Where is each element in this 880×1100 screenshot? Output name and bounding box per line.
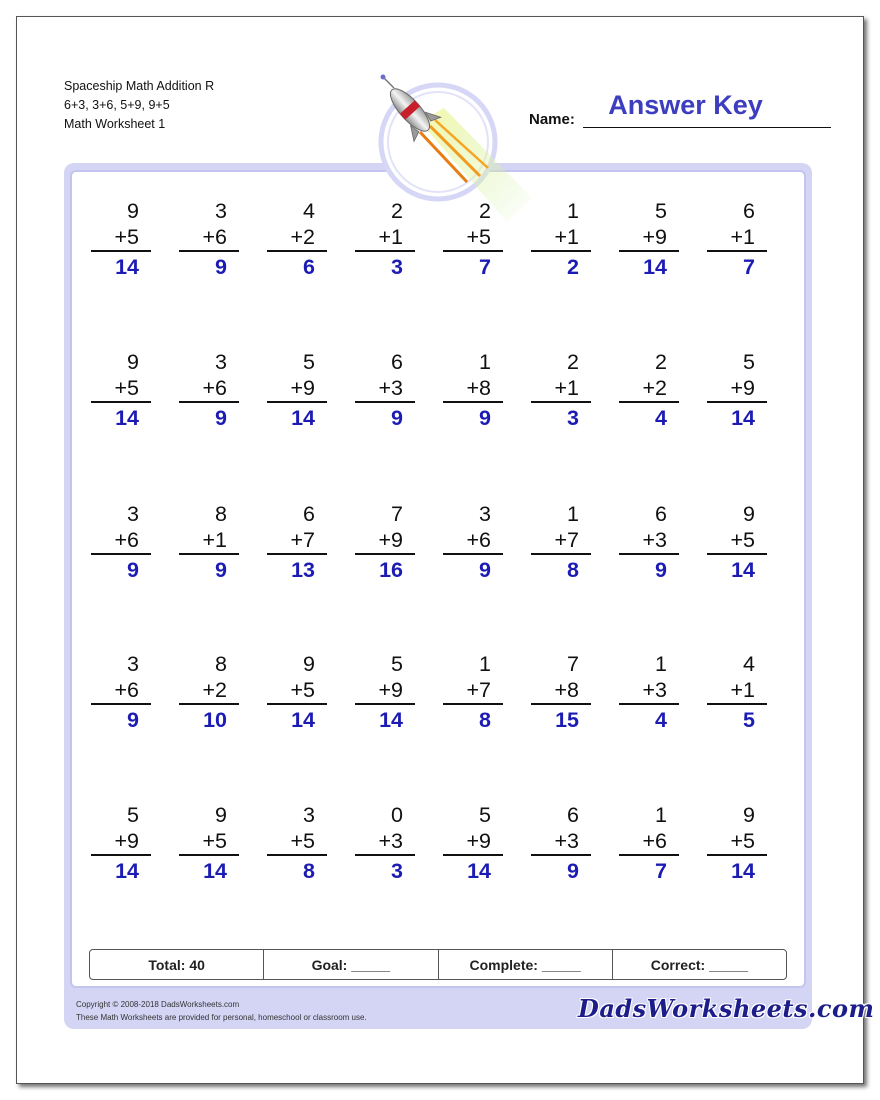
answer-value: 9 <box>391 406 403 430</box>
addend-bottom: +1 <box>531 224 591 252</box>
addend-top: 5 <box>655 199 667 223</box>
problem-item <box>443 198 503 283</box>
addend-top: 2 <box>655 350 667 374</box>
addend-bottom: +1 <box>179 527 239 555</box>
problem-item <box>267 802 327 887</box>
answer-value: 9 <box>655 558 667 582</box>
problem-item <box>619 802 679 887</box>
answer-value: 3 <box>391 255 403 279</box>
complete-cell: Complete: _____ <box>439 950 613 979</box>
problem-item <box>355 349 415 434</box>
problem-item <box>707 501 767 586</box>
problem-item <box>531 501 591 586</box>
answer-value: 7 <box>743 255 755 279</box>
addend-bottom: +5 <box>443 224 503 252</box>
goal-cell: Goal: _____ <box>264 950 438 979</box>
addend-top: 7 <box>391 502 403 526</box>
problem-item <box>619 198 679 283</box>
addend-bottom: +7 <box>267 527 327 555</box>
addend-top: 3 <box>215 350 227 374</box>
addend-top: 5 <box>743 350 755 374</box>
addend-bottom: +5 <box>267 828 327 856</box>
addend-top: 9 <box>743 502 755 526</box>
answer-value: 14 <box>467 859 491 883</box>
answer-value: 14 <box>731 859 755 883</box>
answer-value: 14 <box>731 558 755 582</box>
addend-bottom: +5 <box>91 224 151 252</box>
problem-item <box>531 651 591 736</box>
answer-value: 4 <box>655 708 667 732</box>
addend-bottom: +6 <box>91 677 151 705</box>
addend-top: 9 <box>303 652 315 676</box>
answer-value: 8 <box>479 708 491 732</box>
addend-top: 6 <box>303 502 315 526</box>
worksheet-title: Spaceship Math Addition R <box>64 79 215 93</box>
addend-bottom: +6 <box>619 828 679 856</box>
addend-top: 3 <box>303 803 315 827</box>
addend-bottom: +6 <box>179 375 239 403</box>
addend-top: 6 <box>743 199 755 223</box>
answer-value: 3 <box>567 406 579 430</box>
problem-item <box>531 802 591 887</box>
addend-bottom: +3 <box>355 375 415 403</box>
answer-value: 13 <box>291 558 315 582</box>
problem-item <box>267 651 327 736</box>
answer-value: 9 <box>215 558 227 582</box>
addend-bottom: +1 <box>531 375 591 403</box>
problem-item <box>707 349 767 434</box>
addend-top: 2 <box>391 199 403 223</box>
addend-bottom: +6 <box>91 527 151 555</box>
answer-value: 14 <box>115 406 139 430</box>
addend-top: 6 <box>567 803 579 827</box>
problem-item <box>91 501 151 586</box>
name-label: Name: <box>529 111 575 128</box>
problem-item <box>707 198 767 283</box>
addend-top: 7 <box>567 652 579 676</box>
addend-top: 3 <box>479 502 491 526</box>
addend-bottom: +5 <box>179 828 239 856</box>
addend-top: 4 <box>743 652 755 676</box>
addend-top: 2 <box>479 199 491 223</box>
answer-key-label: Answer Key <box>608 90 763 120</box>
problem-item <box>443 501 503 586</box>
addend-bottom: +5 <box>707 828 767 856</box>
worksheet-facts: 6+3, 3+6, 5+9, 9+5 <box>64 98 170 112</box>
answer-value: 9 <box>479 406 491 430</box>
problem-item <box>707 651 767 736</box>
worksheet-header <box>64 77 214 134</box>
addend-bottom: +1 <box>355 224 415 252</box>
problem-item <box>179 501 239 586</box>
answer-value: 9 <box>479 558 491 582</box>
problem-item <box>619 349 679 434</box>
addend-top: 1 <box>479 350 491 374</box>
addend-top: 3 <box>215 199 227 223</box>
footer-copyright <box>76 998 367 1024</box>
problem-item <box>267 501 327 586</box>
addend-top: 4 <box>303 199 315 223</box>
addend-top: 5 <box>127 803 139 827</box>
answer-value: 14 <box>643 255 667 279</box>
copyright-text: Copyright © 2008-2018 DadsWorksheets.com <box>76 1000 240 1009</box>
addend-top: 1 <box>567 199 579 223</box>
answer-value: 9 <box>215 255 227 279</box>
addend-bottom: +5 <box>91 375 151 403</box>
answer-value: 9 <box>127 708 139 732</box>
usage-note: These Math Worksheets are provided for personal, homeschool or classroom use. <box>76 1013 367 1022</box>
answer-value: 14 <box>115 859 139 883</box>
addend-top: 3 <box>127 502 139 526</box>
addend-top: 6 <box>655 502 667 526</box>
dadsworksheets-logo: DadsWorksheets.com <box>578 994 875 1023</box>
answer-value: 15 <box>555 708 579 732</box>
answer-value: 6 <box>303 255 315 279</box>
addend-top: 1 <box>479 652 491 676</box>
answer-value: 5 <box>743 708 755 732</box>
problem-item <box>707 802 767 887</box>
addend-bottom: +5 <box>267 677 327 705</box>
answer-value: 14 <box>203 859 227 883</box>
addend-top: 9 <box>743 803 755 827</box>
addend-top: 0 <box>391 803 403 827</box>
addend-top: 6 <box>391 350 403 374</box>
problem-item <box>443 651 503 736</box>
problem-item <box>91 349 151 434</box>
addend-bottom: +3 <box>619 677 679 705</box>
addend-bottom: +9 <box>267 375 327 403</box>
addend-bottom: +2 <box>179 677 239 705</box>
addend-top: 1 <box>655 803 667 827</box>
addend-bottom: +7 <box>443 677 503 705</box>
score-bar <box>89 949 787 980</box>
problem-item <box>179 349 239 434</box>
addend-bottom: +8 <box>531 677 591 705</box>
answer-value: 10 <box>203 708 227 732</box>
worksheet-subtitle: Math Worksheet 1 <box>64 117 166 131</box>
problem-item <box>355 198 415 283</box>
answer-value: 14 <box>291 708 315 732</box>
addend-top: 9 <box>127 199 139 223</box>
answer-value: 16 <box>379 558 403 582</box>
addend-top: 2 <box>567 350 579 374</box>
answer-value: 3 <box>391 859 403 883</box>
addend-bottom: +2 <box>267 224 327 252</box>
addend-bottom: +7 <box>531 527 591 555</box>
addend-bottom: +5 <box>707 527 767 555</box>
addend-bottom: +6 <box>179 224 239 252</box>
answer-value: 4 <box>655 406 667 430</box>
answer-value: 9 <box>215 406 227 430</box>
problem-item <box>267 349 327 434</box>
addend-top: 1 <box>655 652 667 676</box>
addend-bottom: +9 <box>619 224 679 252</box>
problem-item <box>619 651 679 736</box>
problem-item <box>531 349 591 434</box>
addend-top: 9 <box>127 350 139 374</box>
name-line <box>583 127 831 128</box>
addend-bottom: +9 <box>443 828 503 856</box>
addend-bottom: +9 <box>355 527 415 555</box>
addend-top: 9 <box>215 803 227 827</box>
answer-value: 8 <box>303 859 315 883</box>
total-cell: Total: 40 <box>90 950 264 979</box>
answer-value: 14 <box>731 406 755 430</box>
problem-item <box>355 802 415 887</box>
answer-value: 14 <box>291 406 315 430</box>
addend-top: 5 <box>391 652 403 676</box>
addend-bottom: +3 <box>355 828 415 856</box>
problem-item <box>619 501 679 586</box>
addend-bottom: +9 <box>707 375 767 403</box>
problem-item <box>179 651 239 736</box>
addend-bottom: +9 <box>355 677 415 705</box>
addend-bottom: +1 <box>707 677 767 705</box>
addend-bottom: +8 <box>443 375 503 403</box>
answer-value: 7 <box>655 859 667 883</box>
problem-item <box>179 802 239 887</box>
correct-cell: Correct: _____ <box>650 956 749 973</box>
answer-value: 14 <box>379 708 403 732</box>
problem-item <box>531 198 591 283</box>
addend-top: 3 <box>127 652 139 676</box>
addend-bottom: +3 <box>531 828 591 856</box>
addend-top: 8 <box>215 652 227 676</box>
problem-item <box>355 501 415 586</box>
answer-value: 2 <box>567 255 579 279</box>
problem-item <box>91 198 151 283</box>
addend-bottom: +6 <box>443 527 503 555</box>
addend-bottom: +3 <box>619 527 679 555</box>
problem-item <box>355 651 415 736</box>
problem-item <box>443 802 503 887</box>
answer-value: 7 <box>479 255 491 279</box>
answer-value: 14 <box>115 255 139 279</box>
addend-bottom: +9 <box>91 828 151 856</box>
addend-top: 1 <box>567 502 579 526</box>
addend-top: 5 <box>479 803 491 827</box>
addend-top: 5 <box>303 350 315 374</box>
answer-value: 8 <box>567 558 579 582</box>
problem-item <box>267 198 327 283</box>
addend-bottom: +1 <box>707 224 767 252</box>
addend-bottom: +2 <box>619 375 679 403</box>
answer-value: 9 <box>127 558 139 582</box>
problem-item <box>91 651 151 736</box>
problem-item <box>443 349 503 434</box>
problem-item <box>179 198 239 283</box>
answer-value: 9 <box>567 859 579 883</box>
problem-item <box>91 802 151 887</box>
addend-top: 8 <box>215 502 227 526</box>
